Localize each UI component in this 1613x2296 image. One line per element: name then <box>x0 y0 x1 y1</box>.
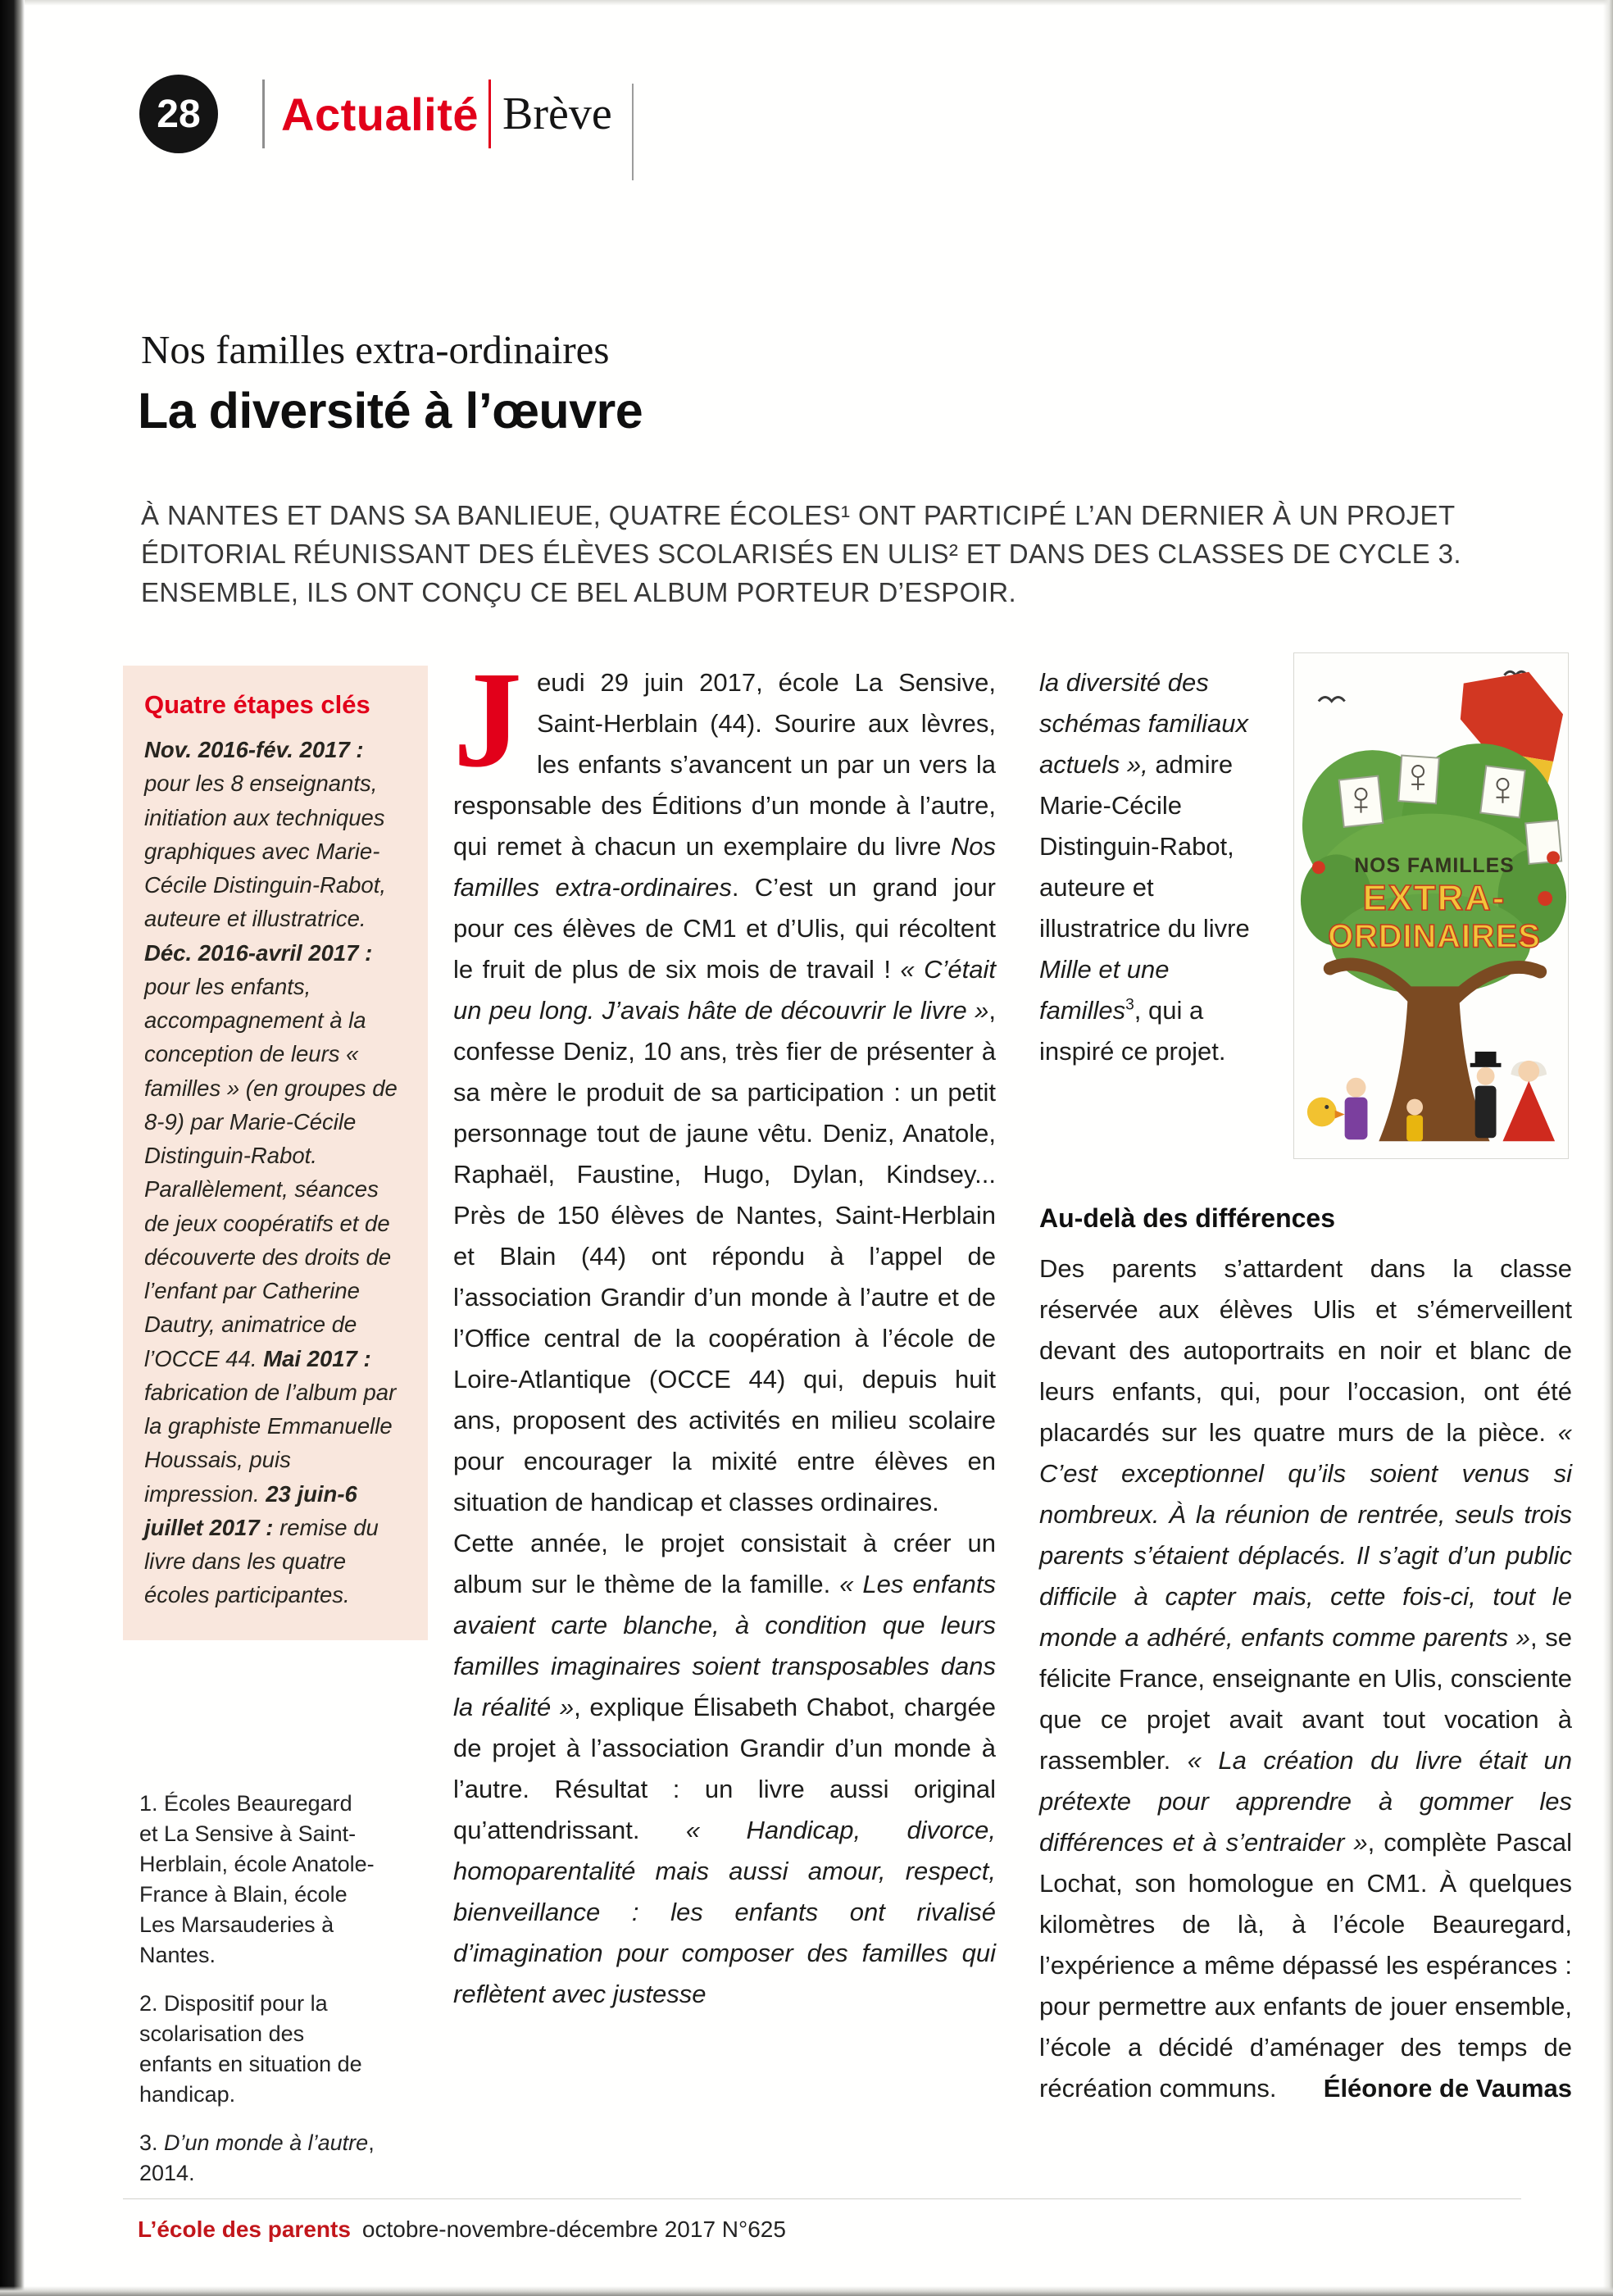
body-paragraph-1 <box>453 643 997 1523</box>
cover-title-line2: EXTRA- <box>1362 877 1506 918</box>
article-column-2 <box>1039 1203 1572 2109</box>
byline: Éléonore de Vaumas <box>1323 2074 1572 2103</box>
article-column-1 <box>453 643 997 2015</box>
footnote-2: 2. Dispositif pour la scolarisation des enfants en situation de handicap. <box>139 1990 362 2107</box>
book-cover-illustration <box>1293 652 1569 1159</box>
sidebar-box <box>123 666 428 1640</box>
body-paragraph-2: Cette année, le projet consistait à créer un album sur le thème de la famille. « Les enfants avaient carte blanche, à condition que leurs familles imaginaires soient transposables dans la réalité », explique Élisabeth Chabot, chargée de projet à l’association Grandir d’un monde à l’autre. Résultat : un livre aussi original qu’attendrissant. « Handicap, divorce, homoparentalité mais aussi amour, respect, bienveillance : les enfants ont rivalisé d’imagination pour composer des familles qui reflètent avec justesse <box>453 1529 997 2008</box>
magazine-brand: L’école des parents <box>138 2216 351 2242</box>
article-column-2-intro: la diversité des schémas familiaux actuels », admire Marie-Cécile Distinguin-Rabot, auteure et illustratrice du livre Mille et une familles$^3$, qui a inspiré ce projet. <box>1039 668 1250 1066</box>
section-subhead: Au-delà des différences <box>1039 1203 1335 1233</box>
header-divider-2 <box>488 80 491 148</box>
drop-cap: J <box>453 643 522 796</box>
subsection-label: Brève <box>502 89 612 139</box>
article-standfirst: À NANTES ET DANS SA BANLIEUE, QUATRE ÉCOLES¹ ONT PARTICIPÉ L’AN DERNIER À UN PROJET ÉDITORIAL RÉUNISSANT DES ÉLÈVES SCOLARISÉS EN ULIS² ET DANS DES CLASSES DE CYCLE 3. ENSEMBLE, ILS ONT CONÇU CE BEL ALBUM PORTEUR D’ESPOIR. <box>141 500 1461 607</box>
sidebar-title: Quatre étapes clés <box>144 690 370 719</box>
body-paragraph-3: Des parents s’attardent dans la classe réservée aux élèves Ulis et s’émerveillent devant des autoportraits en noir et blanc de leurs enfants, qui, pour l’occasion, ont été placardés sur les quatre murs de la pièce. « C’est exceptionnel qu’ils soient venus si nombreux. À la réunion de rentrée, seuls trois parents s’étaient déplacés. Il s’agit d’un public difficile à capter mais, cette fois-ci, tout le monde a adhéré, enfants comme parents », se félicite France, enseignante en Ulis, consciente que ce projet avait avant tout vocation à rassembler. « La création du livre était un prétexte pour apprendre à gommer les différences et à s’entraider », complète Pascal Lochat, son homologue en CM1. À quelques kilomètres de là, à l’école Beauregard, l’expérience a même dépassé les espérances : pour permettre aux enfants de jouer ensemble, l’école a décidé d’aménager des temps de récréation communs. <box>1039 1254 1572 2103</box>
scan-edge-bottom <box>0 2286 1613 2296</box>
header-divider-3 <box>632 84 634 180</box>
footnotes <box>139 1789 375 2207</box>
page-footer <box>138 2216 1523 2243</box>
page-header <box>139 69 634 159</box>
sidebar-text: Nov. 2016-fév. 2017 : pour les 8 enseignants, initiation aux techniques graphiques avec Marie-Cécile Distinguin-Rabot, auteure et illustratrice. Déc. 2016-avril 2017 : pour les enfants, accompagnement à la conception de leurs « familles » (en groupes de 8-9) par Marie-Cécile Distinguin-Rabot. Parallèlement, séances de jeux coopératifs et de découverte des droits de l’enfant par Catherine Dautry, animatrice de l’OCCE 44. Mai 2017 : fabrication de l’album par la graphiste Emmanuelle Houssais, puis impression. 23 juin-6 juillet 2017 : remise du livre dans les quatre écoles participantes. <box>144 737 398 1608</box>
scan-edge-left <box>0 0 25 2296</box>
article-kicker: Nos familles extra-ordinaires <box>141 327 610 372</box>
article-title: La diversité à l’œuvre <box>138 383 643 439</box>
header-divider-1 <box>262 80 265 148</box>
footnote-1: 1. Écoles Beauregard et La Sensive à Saint-Herblain, école Anatole-France à Blain, école Les Marsauderies à Nantes. <box>139 1791 375 1967</box>
footnote-3: 3. D’un monde à l’autre, 2014. <box>139 2130 375 2185</box>
scan-edge-top <box>0 0 1613 6</box>
page-number-badge: 28 <box>139 75 218 153</box>
cover-title-line3: ORDINAIRES <box>1328 918 1541 955</box>
section-label: Actualité <box>281 88 479 140</box>
issue-info: octobre-novembre-décembre 2017 N°625 <box>361 2216 786 2242</box>
scan-edge-right <box>1603 0 1613 2296</box>
footer-rule <box>123 2198 1521 2199</box>
paragraph-1-text: eudi 29 juin 2017, école La Sensive, Saint-Herblain (44). Sourire aux lèvres, les enfants s’avancent un par un vers la responsable des Éditions d’un monde à l’autre, qui remet à chacun un exemplaire du livre Nos familles extra-ordinaires. C’est un grand jour pour ces élèves de CM1 et d’Ulis, qui récoltent le fruit de plus de six mois de travail ! « C’était un peu long. J’avais hâte de découvrir le livre », confesse Deniz, 10 ans, très fier de présenter à sa mère le produit de sa participation : un petit personnage tout de jaune vêtu. Deniz, Anatole, Raphaël, Faustine, Hugo, Dylan, Kindsey... Près de 150 élèves de Nantes, Saint-Herblain et Blain (44) ont répondu à l’appel de l’association Grandir d’un monde à l’autre et de l’Office central de la coopération à l’école de Loire-Atlantique (OCCE 44) qui, depuis huit ans, proposent des activités en milieu scolaire pour encourager la mixité entre élèves en situation de handicap et classes ordinaires. <box>453 668 997 1516</box>
cover-title-line1: NOS FAMILLES <box>1354 855 1515 878</box>
book-cover-image <box>1293 652 1569 1159</box>
